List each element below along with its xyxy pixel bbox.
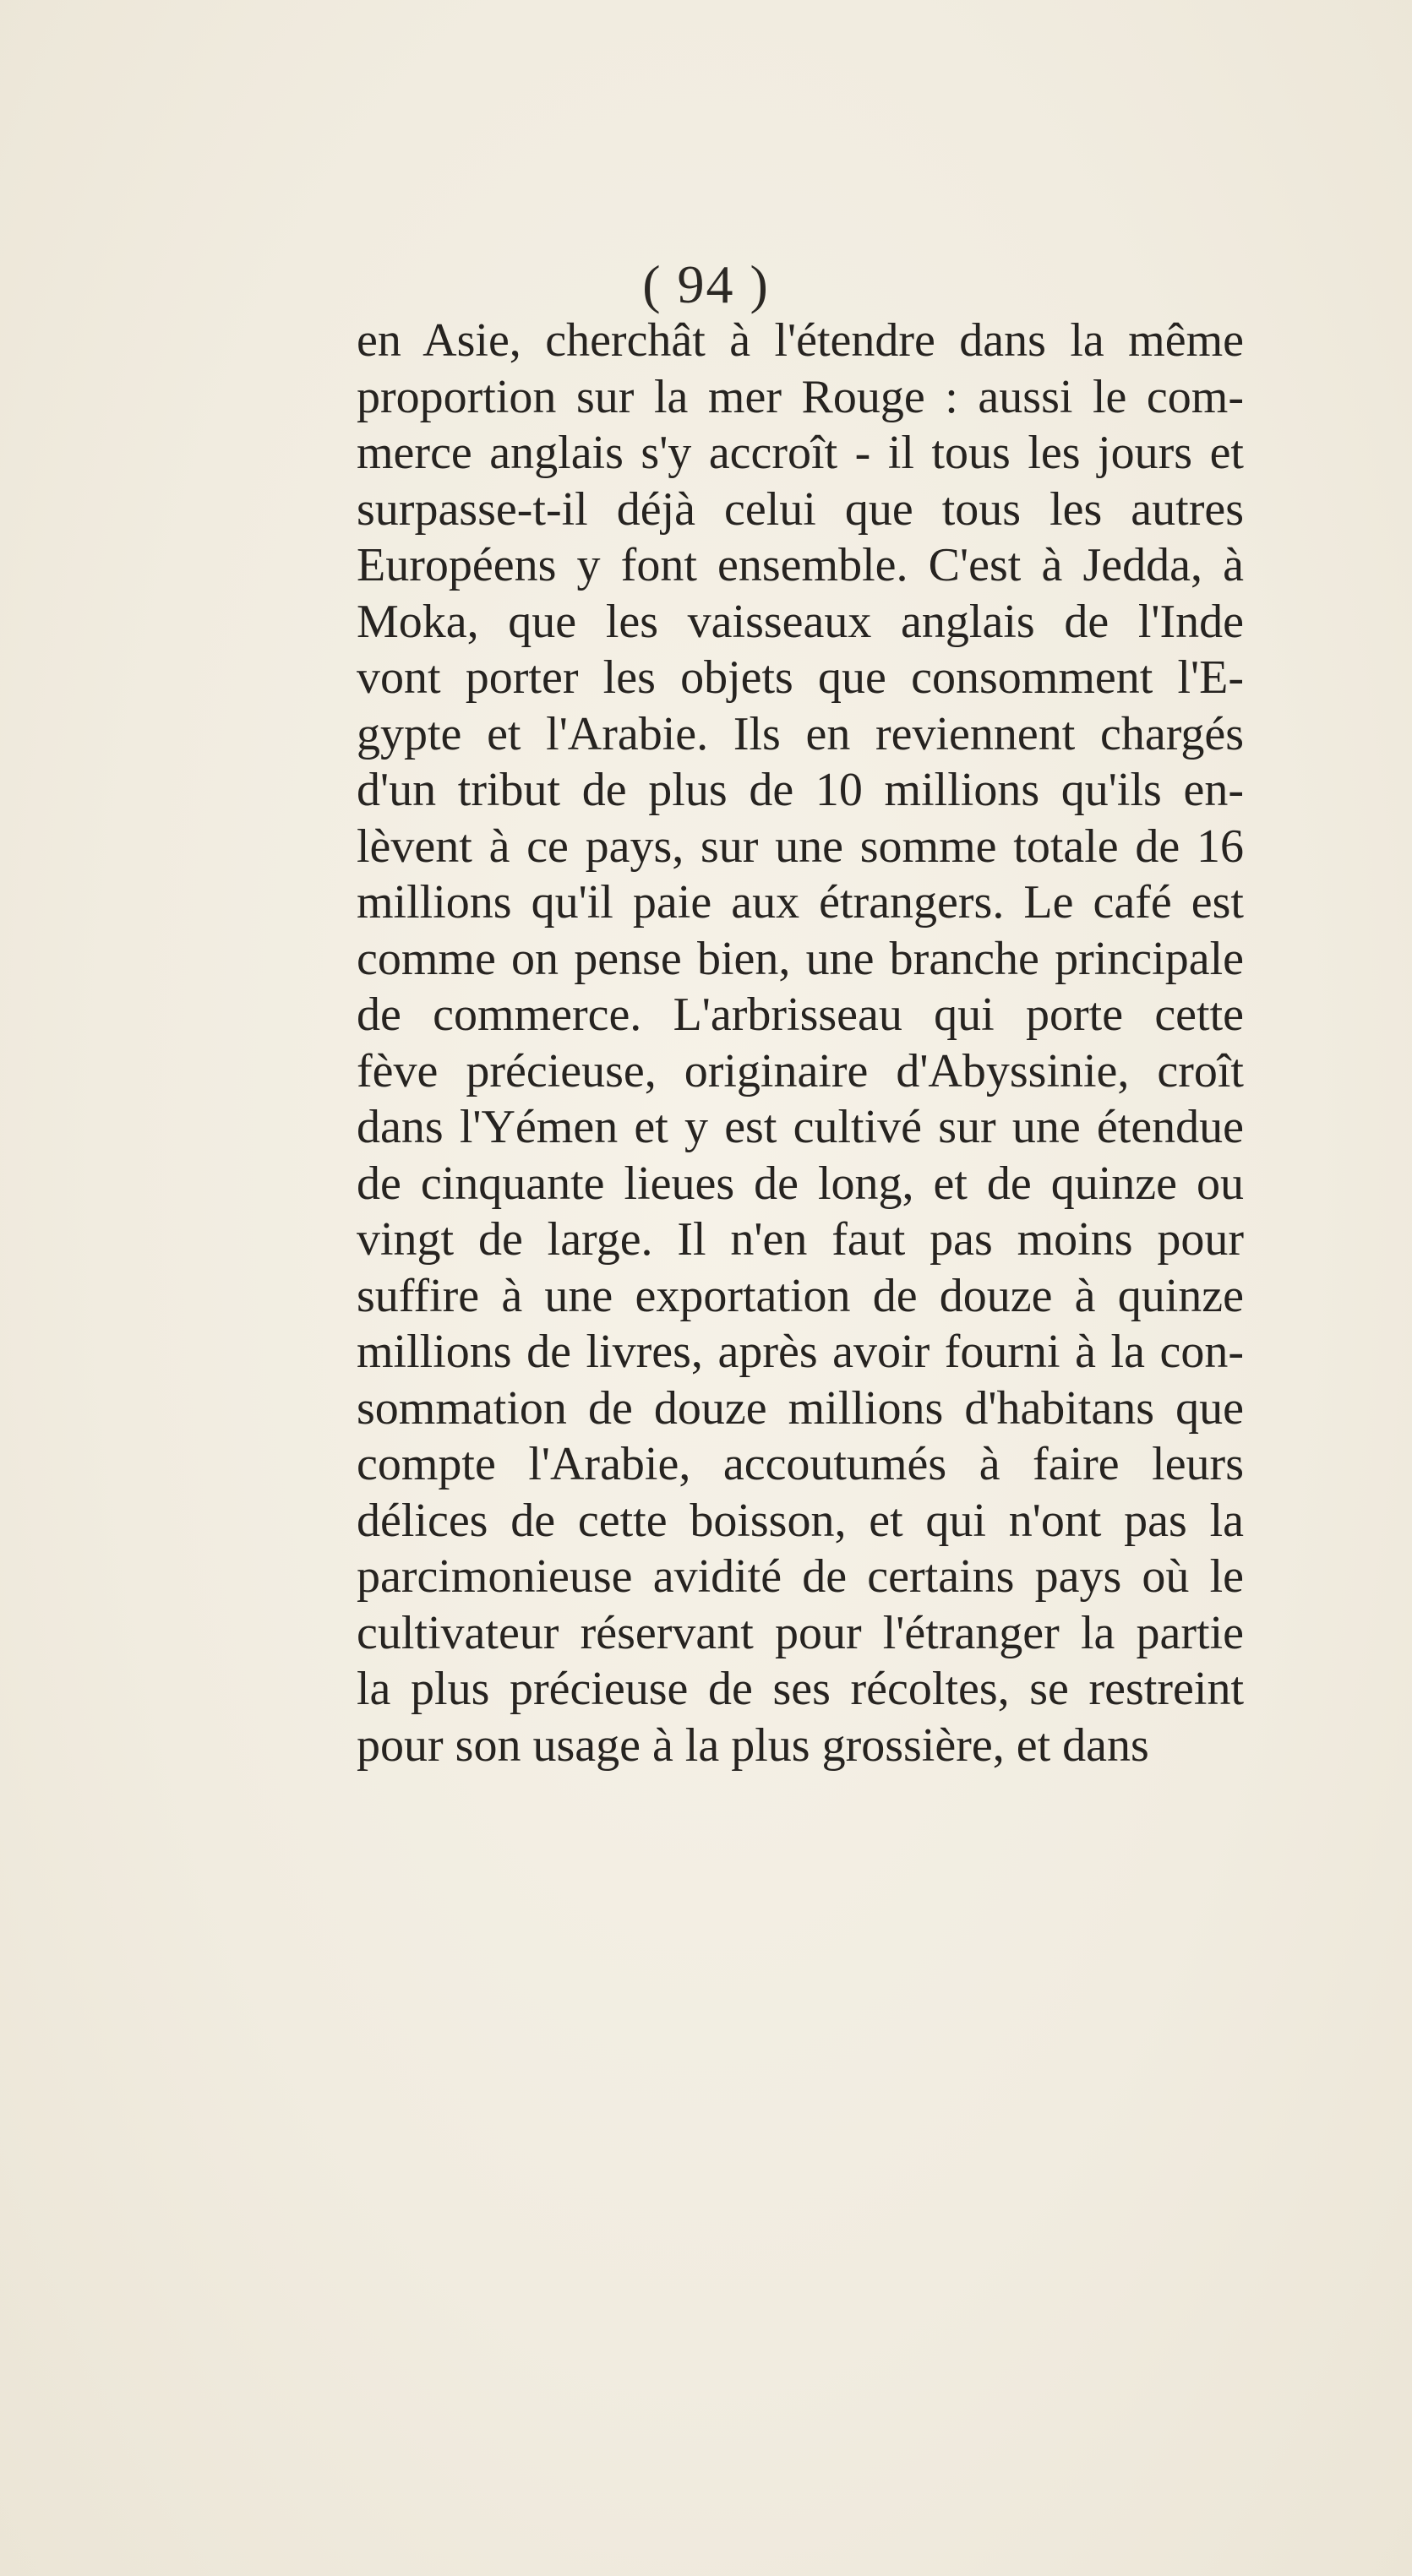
text-line: gypte et l'Arabie. Ils en reviennent chargés <box>357 707 1244 760</box>
text-line: Européens y font ensemble. C'est à Jedda, à <box>357 539 1244 591</box>
text-line: merce anglais s'y accroît - il tous les jours et <box>357 427 1244 479</box>
text-line: pour son usage à la plus grossière, et dans <box>357 1718 1149 1772</box>
text-line: vont porter les objets que consomment l'E- <box>357 651 1244 704</box>
text-line: de commerce. L'arbrisseau qui porte cette <box>357 988 1244 1041</box>
text-line: Moka, que les vaisseaux anglais de l'Inde <box>357 595 1244 648</box>
text-line: vingt de large. Il n'en faut pas moins pour <box>357 1213 1244 1266</box>
text-line: en Asie, cherchât à l'étendre dans la même <box>357 314 1244 367</box>
text-line: suffire à une exportation de douze à quinze <box>357 1269 1244 1322</box>
text-line: sommation de douze millions d'habitans que <box>357 1381 1244 1435</box>
body-text <box>357 313 1244 1773</box>
text-line: cultivateur réservant pour l'étranger la partie <box>357 1606 1244 1659</box>
text-line: surpasse-t-il déjà celui que tous les autres <box>357 482 1244 536</box>
text-line: dans l'Yémen et y est cultivé sur une étendue <box>357 1101 1244 1153</box>
text-line: la plus précieuse de ses récoltes, se restreint <box>357 1663 1244 1715</box>
text-line: fève précieuse, originaire d'Abyssinie, croît <box>357 1044 1244 1097</box>
text-line: proportion sur la mer Rouge : aussi le com- <box>357 370 1244 423</box>
text-line: délices de cette boisson, et qui n'ont pas la <box>357 1494 1244 1547</box>
text-line: comme on pense bien, une branche principale <box>357 932 1244 985</box>
text-line: millions de livres, après avoir fourni à la con- <box>357 1326 1244 1378</box>
text-line: de cinquante lieues de long, et de quinze ou <box>357 1157 1244 1210</box>
page-number: ( 94 ) <box>642 254 770 314</box>
text-line: d'un tribut de plus de 10 millions qu'ils en- <box>357 764 1244 816</box>
text-line: lèvent à ce pays, sur une somme totale de 16 <box>357 820 1244 873</box>
text-line: compte l'Arabie, accoutumés à faire leurs <box>357 1438 1244 1490</box>
text-line: parcimonieuse avidité de certains pays où le <box>357 1550 1244 1603</box>
text-line: millions qu'il paie aux étrangers. Le café est <box>357 876 1244 929</box>
